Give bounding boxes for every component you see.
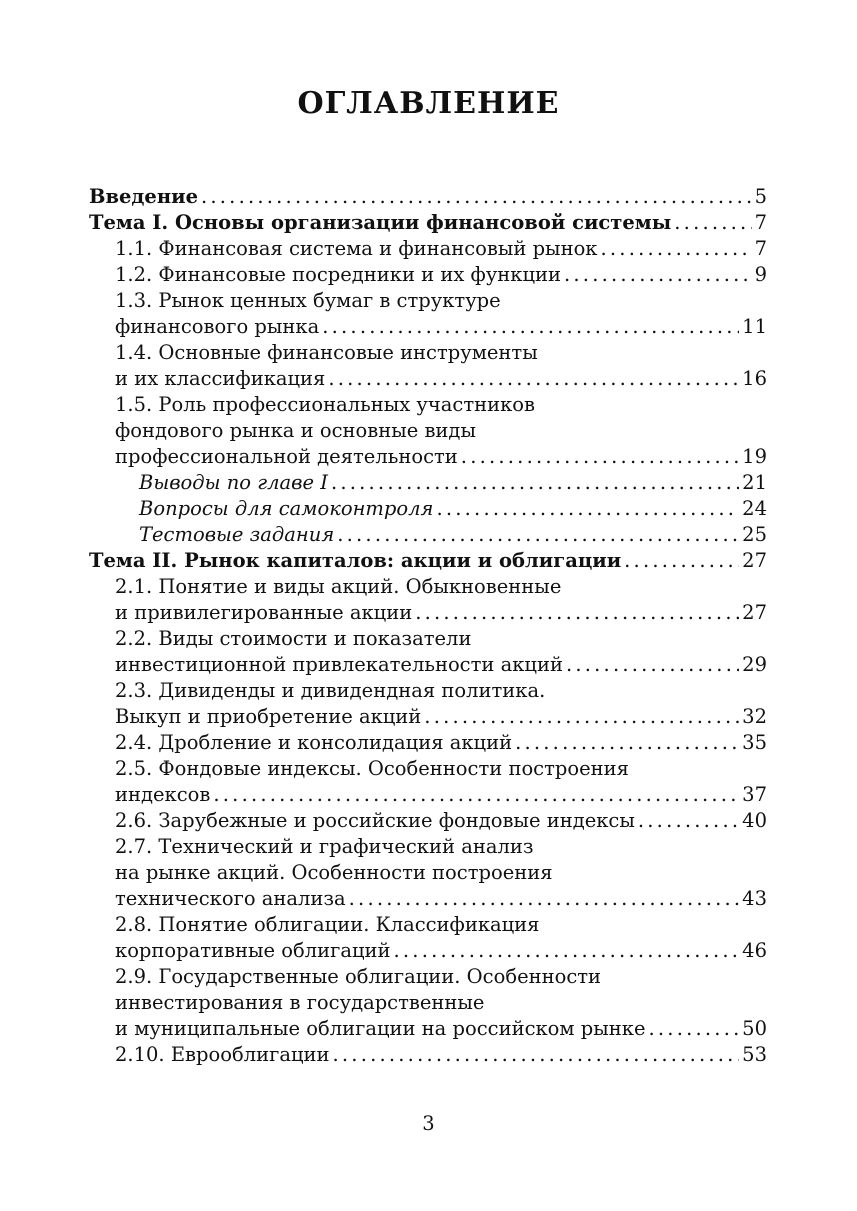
toc-entry-2-2-line1[interactable]: [89, 626, 767, 652]
toc-entry-2-4[interactable]: [89, 730, 767, 756]
toc-entry-2-8-line1[interactable]: [89, 912, 767, 938]
toc-page-number: 7: [754, 211, 767, 234]
toc-entry-title: 1.4. Основные финансовые инструменты: [115, 341, 538, 364]
toc-page-number: 43: [742, 887, 767, 910]
toc-entry-2-7-line1[interactable]: [89, 834, 767, 860]
toc-entry-title: 2.6. Зарубежные и российские фондовые индексы: [115, 809, 635, 832]
toc-entry-title: инвестиционной привлекательности акций: [115, 653, 563, 676]
dot-leader: [649, 1016, 740, 1042]
toc-entry-1-5-line3[interactable]: [89, 444, 767, 470]
toc-entry-title: фондового рынка и основные виды: [115, 419, 476, 442]
toc-entry-title: и их классификация: [115, 367, 326, 390]
toc-entry-title: и муниципальные облигации на российском рынке: [115, 1017, 646, 1040]
toc-page-number: 5: [754, 185, 767, 208]
toc-entry-2-8-line2[interactable]: [89, 938, 767, 964]
toc-page-number: 11: [742, 315, 767, 338]
toc-entry-2-3-line1[interactable]: [89, 678, 767, 704]
dot-leader: [564, 262, 752, 288]
toc-entry-title: 2.9. Государственные облигации. Особенности: [115, 965, 602, 988]
dot-leader: [461, 444, 739, 470]
toc-page-number: 7: [754, 237, 767, 260]
toc-entry-title: 2.1. Понятие и виды акций. Обыкновенные: [115, 575, 562, 598]
toc-entry-title: Тема II. Рынок капиталов: акции и облигации: [89, 549, 622, 572]
toc-entry-title: Выводы по главе I: [139, 471, 328, 494]
toc-entry-1-3-line2[interactable]: [89, 314, 767, 340]
dot-leader: [424, 704, 739, 730]
toc-entry-2-1-line1[interactable]: [89, 574, 767, 600]
toc-entry-1-5-line2[interactable]: [89, 418, 767, 444]
dot-leader: [337, 522, 739, 548]
toc-page-number: 27: [742, 549, 767, 572]
toc-entry-2-1-line2[interactable]: [89, 600, 767, 626]
toc-entry-2-7-line2[interactable]: [89, 860, 767, 886]
toc-entry-introduction[interactable]: [89, 184, 767, 210]
toc-entry-title: 2.7. Технический и графический анализ: [115, 835, 534, 858]
dot-leader: [638, 808, 739, 834]
toc-entry-title: 2.10. Еврооблигации: [115, 1043, 330, 1066]
toc-entry-title: 2.8. Понятие облигации. Классификация: [115, 913, 540, 936]
dot-leader: [331, 470, 739, 496]
toc-entry-title: финансового рынка: [115, 315, 320, 338]
toc-entry-title: профессиональной деятельности: [115, 445, 458, 468]
toc-page-number: 29: [742, 653, 767, 676]
table-of-contents: [89, 184, 767, 1068]
toc-entry-2-6[interactable]: [89, 808, 767, 834]
toc-page-number: 16: [742, 367, 767, 390]
toc-entry-title: 1.3. Рынок ценных бумаг в структуре: [115, 289, 501, 312]
toc-entry-topic-2[interactable]: [89, 548, 767, 574]
toc-page-number: 50: [742, 1017, 767, 1040]
dot-leader: [349, 886, 740, 912]
toc-page-number: 24: [742, 497, 767, 520]
toc-entry-1-3-line1[interactable]: [89, 288, 767, 314]
dot-leader: [394, 938, 740, 964]
toc-entry-2-3-line2[interactable]: [89, 704, 767, 730]
toc-entry-title: 1.1. Финансовая система и финансовый рынок: [115, 237, 598, 260]
toc-page-number: 40: [742, 809, 767, 832]
dot-leader: [674, 210, 751, 236]
dot-leader: [624, 548, 739, 574]
toc-entry-title: Тестовые задания: [139, 523, 335, 546]
toc-page-number: 46: [742, 939, 767, 962]
toc-entry-title: Выкуп и приобретение акций: [115, 705, 422, 728]
toc-page-number: 27: [742, 601, 767, 624]
toc-entry-title: индексов: [115, 783, 211, 806]
dot-leader: [333, 1042, 740, 1068]
toc-entry-tests-1[interactable]: [89, 522, 767, 548]
toc-page-number: 19: [742, 445, 767, 468]
toc-page-number: 25: [742, 523, 767, 546]
dot-leader: [328, 366, 739, 392]
dot-leader: [515, 730, 739, 756]
toc-entry-title: 2.2. Виды стоимости и показатели: [115, 627, 472, 650]
toc-entry-2-5-line1[interactable]: [89, 756, 767, 782]
toc-entry-title: 2.3. Дивиденды и дивидендная политика.: [115, 679, 546, 702]
toc-page-number: 21: [742, 471, 767, 494]
dot-leader: [436, 496, 739, 522]
dot-leader: [415, 600, 739, 626]
dot-leader: [601, 236, 752, 262]
toc-entry-2-9-line1[interactable]: [89, 964, 767, 990]
toc-entry-2-7-line3[interactable]: [89, 886, 767, 912]
toc-entry-title: инвестирования в государственные: [115, 991, 485, 1014]
dot-leader: [322, 314, 739, 340]
dot-leader: [201, 184, 752, 210]
toc-entry-title: корпоративные облигаций: [115, 939, 391, 962]
toc-entry-title: 2.4. Дробление и консолидация акций: [115, 731, 513, 754]
page-title: ОГЛАВЛЕНИЕ: [297, 86, 560, 121]
toc-entry-title: Тема I. Основы организации финансовой системы: [89, 211, 672, 234]
toc-entry-1-1[interactable]: [89, 236, 767, 262]
toc-entry-questions-1[interactable]: [89, 496, 767, 522]
toc-entry-2-9-line3[interactable]: [89, 1016, 767, 1042]
toc-entry-title: 1.2. Финансовые посредники и их функции: [115, 263, 562, 286]
dot-leader: [566, 652, 739, 678]
toc-page-number: 9: [754, 263, 767, 286]
toc-entry-title: Вопросы для самоконтроля: [139, 497, 434, 520]
toc-entry-2-2-line2[interactable]: [89, 652, 767, 678]
toc-entry-conclusions-1[interactable]: [89, 470, 767, 496]
toc-entry-1-4-line1[interactable]: [89, 340, 767, 366]
toc-entry-title: технического анализа: [115, 887, 346, 910]
page-footer-number: 3: [422, 1112, 435, 1135]
toc-entry-2-9-line2[interactable]: [89, 990, 767, 1016]
dot-leader: [213, 782, 739, 808]
toc-entry-title: Введение: [89, 185, 198, 208]
toc-page-number: 37: [742, 783, 767, 806]
toc-entry-title: 1.5. Роль профессиональных участников: [115, 393, 536, 416]
toc-page-number: 32: [742, 705, 767, 728]
toc-entry-1-4-line2[interactable]: [89, 366, 767, 392]
toc-entry-2-10[interactable]: [89, 1042, 767, 1068]
toc-entry-2-5-line2[interactable]: [89, 782, 767, 808]
toc-entry-1-2[interactable]: [89, 262, 767, 288]
toc-entry-title: и привилегированные акции: [115, 601, 413, 624]
toc-page-number: 53: [742, 1043, 767, 1066]
toc-entry-topic-1[interactable]: [89, 210, 767, 236]
toc-entry-title: на рынке акций. Особенности построения: [115, 861, 553, 884]
toc-entry-title: 2.5. Фондовые индексы. Особенности построения: [115, 757, 629, 780]
toc-entry-1-5-line1[interactable]: [89, 392, 767, 418]
toc-page-number: 35: [742, 731, 767, 754]
